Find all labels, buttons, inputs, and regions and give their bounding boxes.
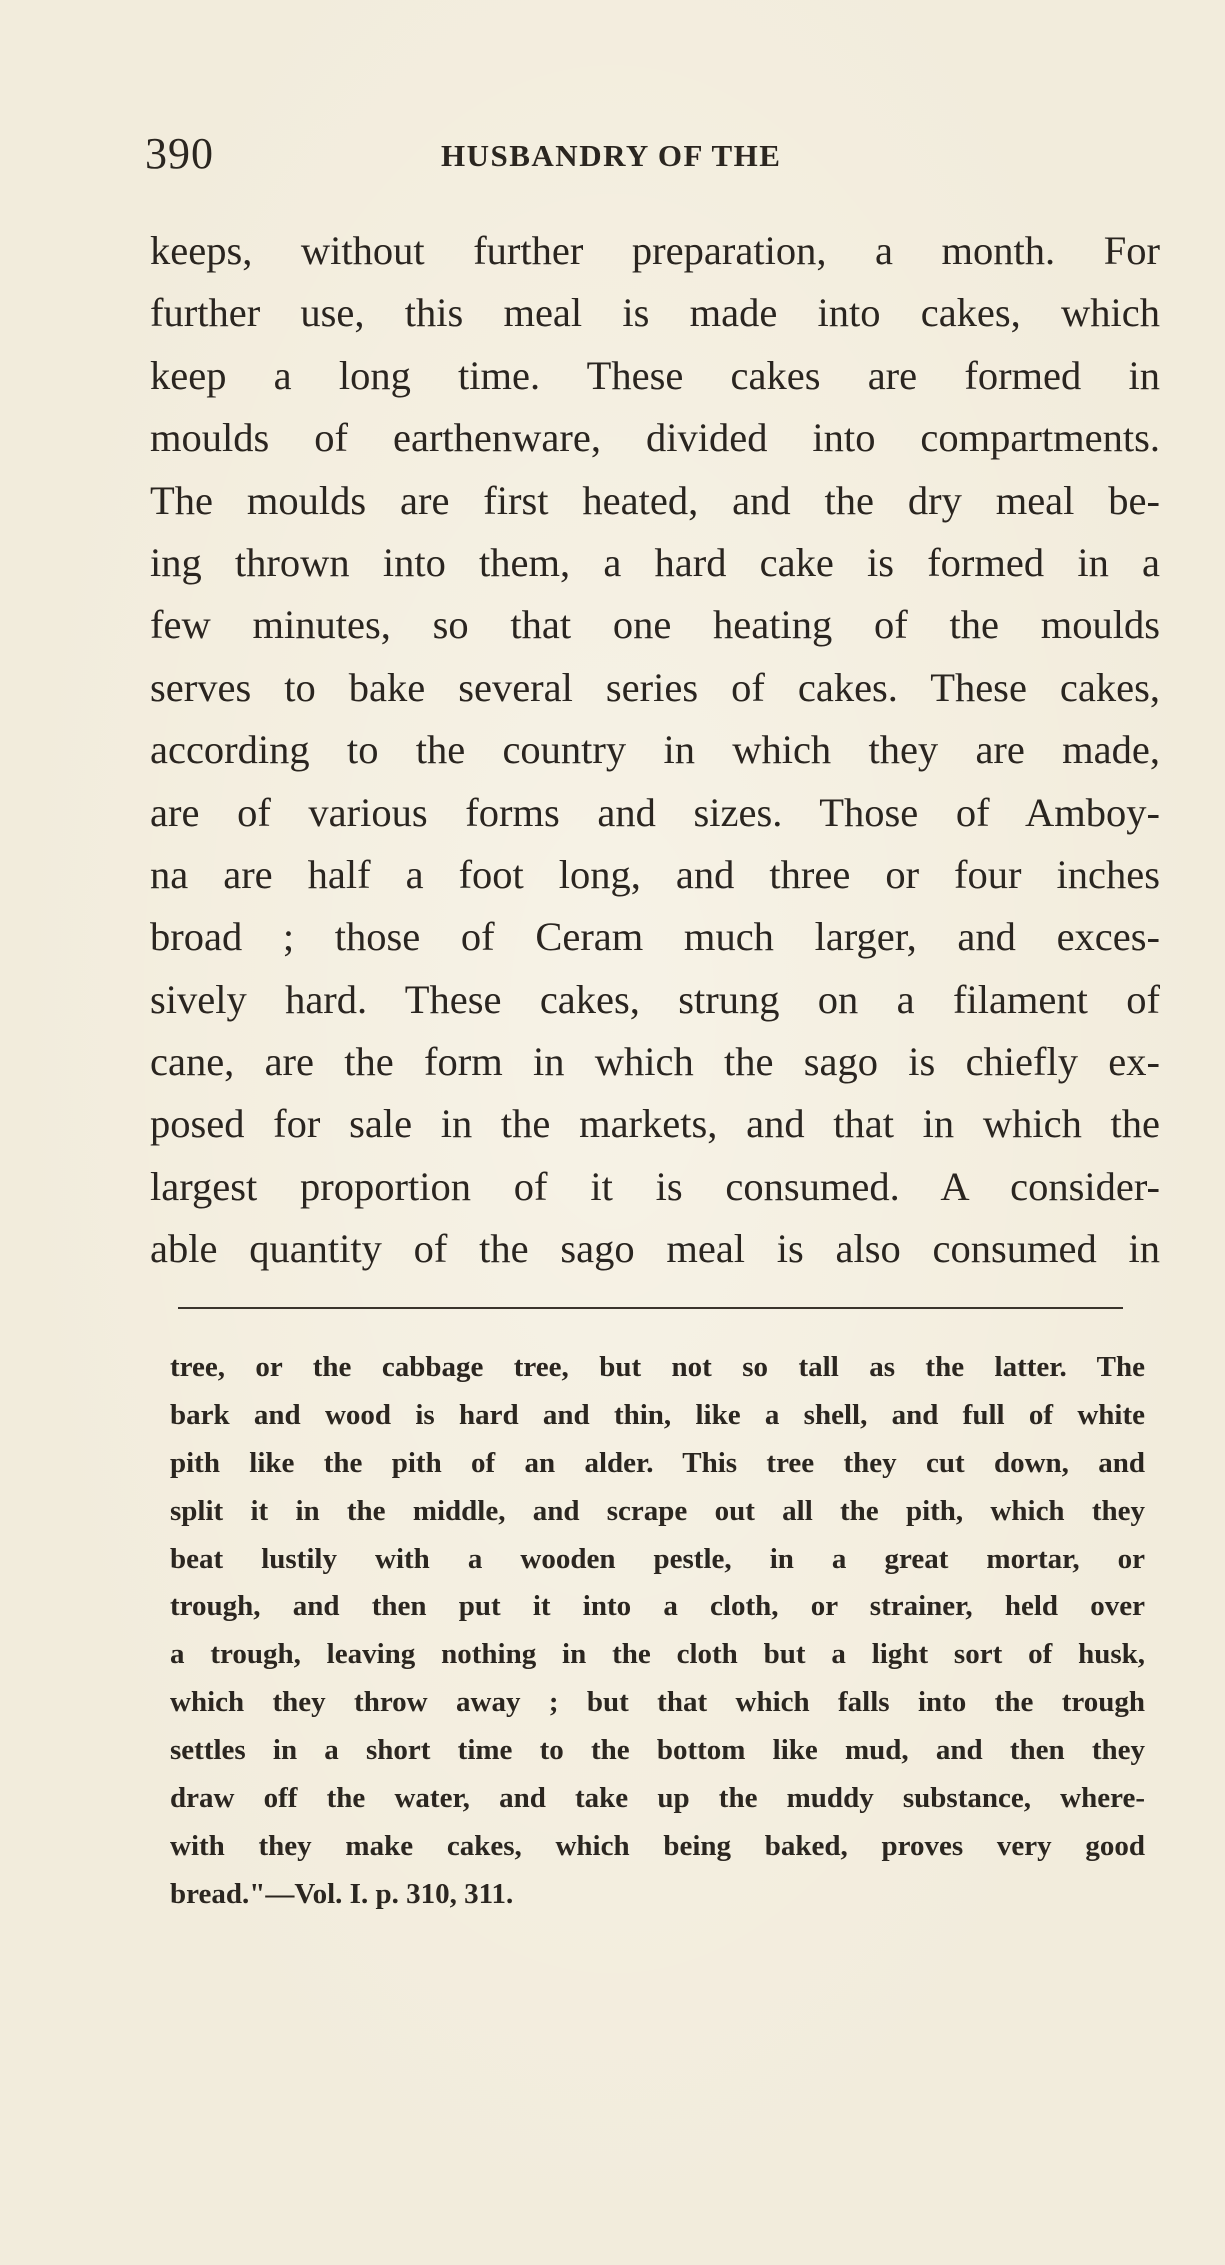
text-line: cane, are the form in which the sago is chiefly ex- [150, 1039, 1160, 1085]
footnote-line: beat lustily with a wooden pestle, in a great mortar, or [170, 1542, 1145, 1575]
text-line: broad ; those of Ceram much larger, and exces- [150, 914, 1160, 960]
main-text [150, 220, 1160, 1281]
text-line: largest proportion of it is consumed. A consider- [150, 1163, 1160, 1209]
running-head: HUSBANDRY OF THE [441, 138, 782, 173]
footnote-line: which they throw away ; but that which falls into the trough [170, 1686, 1145, 1719]
text-line: are of various forms and sizes. Those of Amboy- [150, 789, 1160, 835]
text-line: keep a long time. These cakes are formed in [150, 352, 1160, 398]
footnote-line: split it in the middle, and scrape out all the pith, which they [170, 1494, 1145, 1527]
footnote-line: bark and wood is hard and thin, like a shell, and full of white [170, 1398, 1145, 1431]
text-line: able quantity of the sago meal is also consumed in [150, 1226, 1160, 1272]
footnote-line: pith like the pith of an alder. This tree they cut down, and [170, 1446, 1145, 1479]
text-line: sively hard. These cakes, strung on a filament of [150, 976, 1160, 1022]
text-line: serves to bake several series of cakes. These cakes, [150, 664, 1160, 710]
text-line: moulds of earthenware, divided into compartments. [150, 415, 1160, 461]
page-number: 390 [145, 129, 214, 178]
footnote-line: with they make cakes, which being baked, proves very good [170, 1829, 1145, 1862]
text-line: na are half a foot long, and three or four inches [150, 851, 1160, 897]
footnote-line: settles in a short time to the bottom like mud, and then they [170, 1734, 1145, 1767]
footnote-line: trough, and then put it into a cloth, or strainer, held over [170, 1590, 1145, 1623]
text-line: few minutes, so that one heating of the moulds [150, 602, 1160, 648]
text-line: according to the country in which they are made, [150, 727, 1160, 773]
text-line: posed for sale in the markets, and that in which the [150, 1101, 1160, 1147]
page-header [145, 128, 1145, 188]
text-line: The moulds are first heated, and the dry meal be- [150, 477, 1160, 523]
text-line: further use, this meal is made into cakes, which [150, 290, 1160, 336]
footnote [170, 1344, 1145, 1919]
footnote-line: bread."—Vol. I. p. 310, 311. [170, 1877, 514, 1910]
footnote-line: a trough, leaving nothing in the cloth but a light sort of husk, [170, 1638, 1145, 1671]
footnote-line: tree, or the cabbage tree, but not so tall as the latter. The [170, 1351, 1145, 1383]
footnote-divider [178, 1307, 1123, 1309]
text-line: ing thrown into them, a hard cake is formed in a [150, 539, 1160, 585]
footnote-line: draw off the water, and take up the muddy substance, where- [170, 1782, 1145, 1815]
text-line: keeps, without further preparation, a month. For [150, 228, 1160, 273]
